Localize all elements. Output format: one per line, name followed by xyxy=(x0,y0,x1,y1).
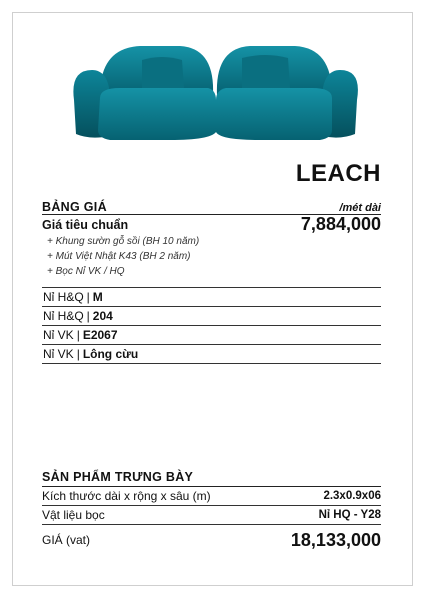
display-row-dimensions xyxy=(42,488,381,506)
price-unit: /mét dài xyxy=(339,202,381,214)
display-row-value: 2.3x0.9x06 xyxy=(323,490,381,502)
spec-item: + Bọc Nỉ VK / HQ xyxy=(47,266,125,277)
attribute-list xyxy=(42,287,381,364)
price-list-header xyxy=(42,198,381,215)
display-price-label: GIÁ (vat) xyxy=(42,533,91,547)
attribute-value: Lông cừu xyxy=(82,347,139,361)
attribute-value: E2067 xyxy=(82,328,118,342)
attribute-row: Nỉ H&Q | M xyxy=(42,288,381,307)
attribute-row: Nỉ VK | Lông cừu xyxy=(42,345,381,364)
sofa-image xyxy=(70,40,360,145)
display-price-row xyxy=(42,528,381,552)
attribute-key: Nỉ VK xyxy=(43,347,74,361)
standard-price-label: Giá tiêu chuẩn xyxy=(42,218,129,232)
attribute-value: 204 xyxy=(92,309,113,323)
product-name: LEACH xyxy=(295,160,381,187)
attribute-value: M xyxy=(92,290,103,304)
spec-item: + Khung sườn gỗ sồi (BH 10 năm) xyxy=(47,236,200,247)
price-list-title: BẢNG GIÁ xyxy=(42,200,107,214)
attribute-key: Nỉ VK xyxy=(43,328,74,342)
attribute-key: Nỉ H&Q xyxy=(43,309,84,323)
attribute-key: Nỉ H&Q xyxy=(43,290,84,304)
display-row-label: Kích thước dài x rộng x sâu (m) xyxy=(42,489,211,503)
attribute-row: Nỉ VK | E2067 xyxy=(42,326,381,345)
display-price-value: 18,133,000 xyxy=(290,529,381,550)
display-row-label: Vật liệu bọc xyxy=(42,508,105,522)
display-row-material xyxy=(42,507,381,525)
standard-price-value: 7,884,000 xyxy=(300,214,381,234)
attribute-row: Nỉ H&Q | 204 xyxy=(42,307,381,326)
display-product-title: SẢN PHẨM TRƯNG BÀY xyxy=(42,470,381,487)
display-row-value: Nỉ HQ - Y28 xyxy=(318,509,381,521)
spec-item: + Mút Việt Nhật K43 (BH 2 năm) xyxy=(47,251,191,262)
